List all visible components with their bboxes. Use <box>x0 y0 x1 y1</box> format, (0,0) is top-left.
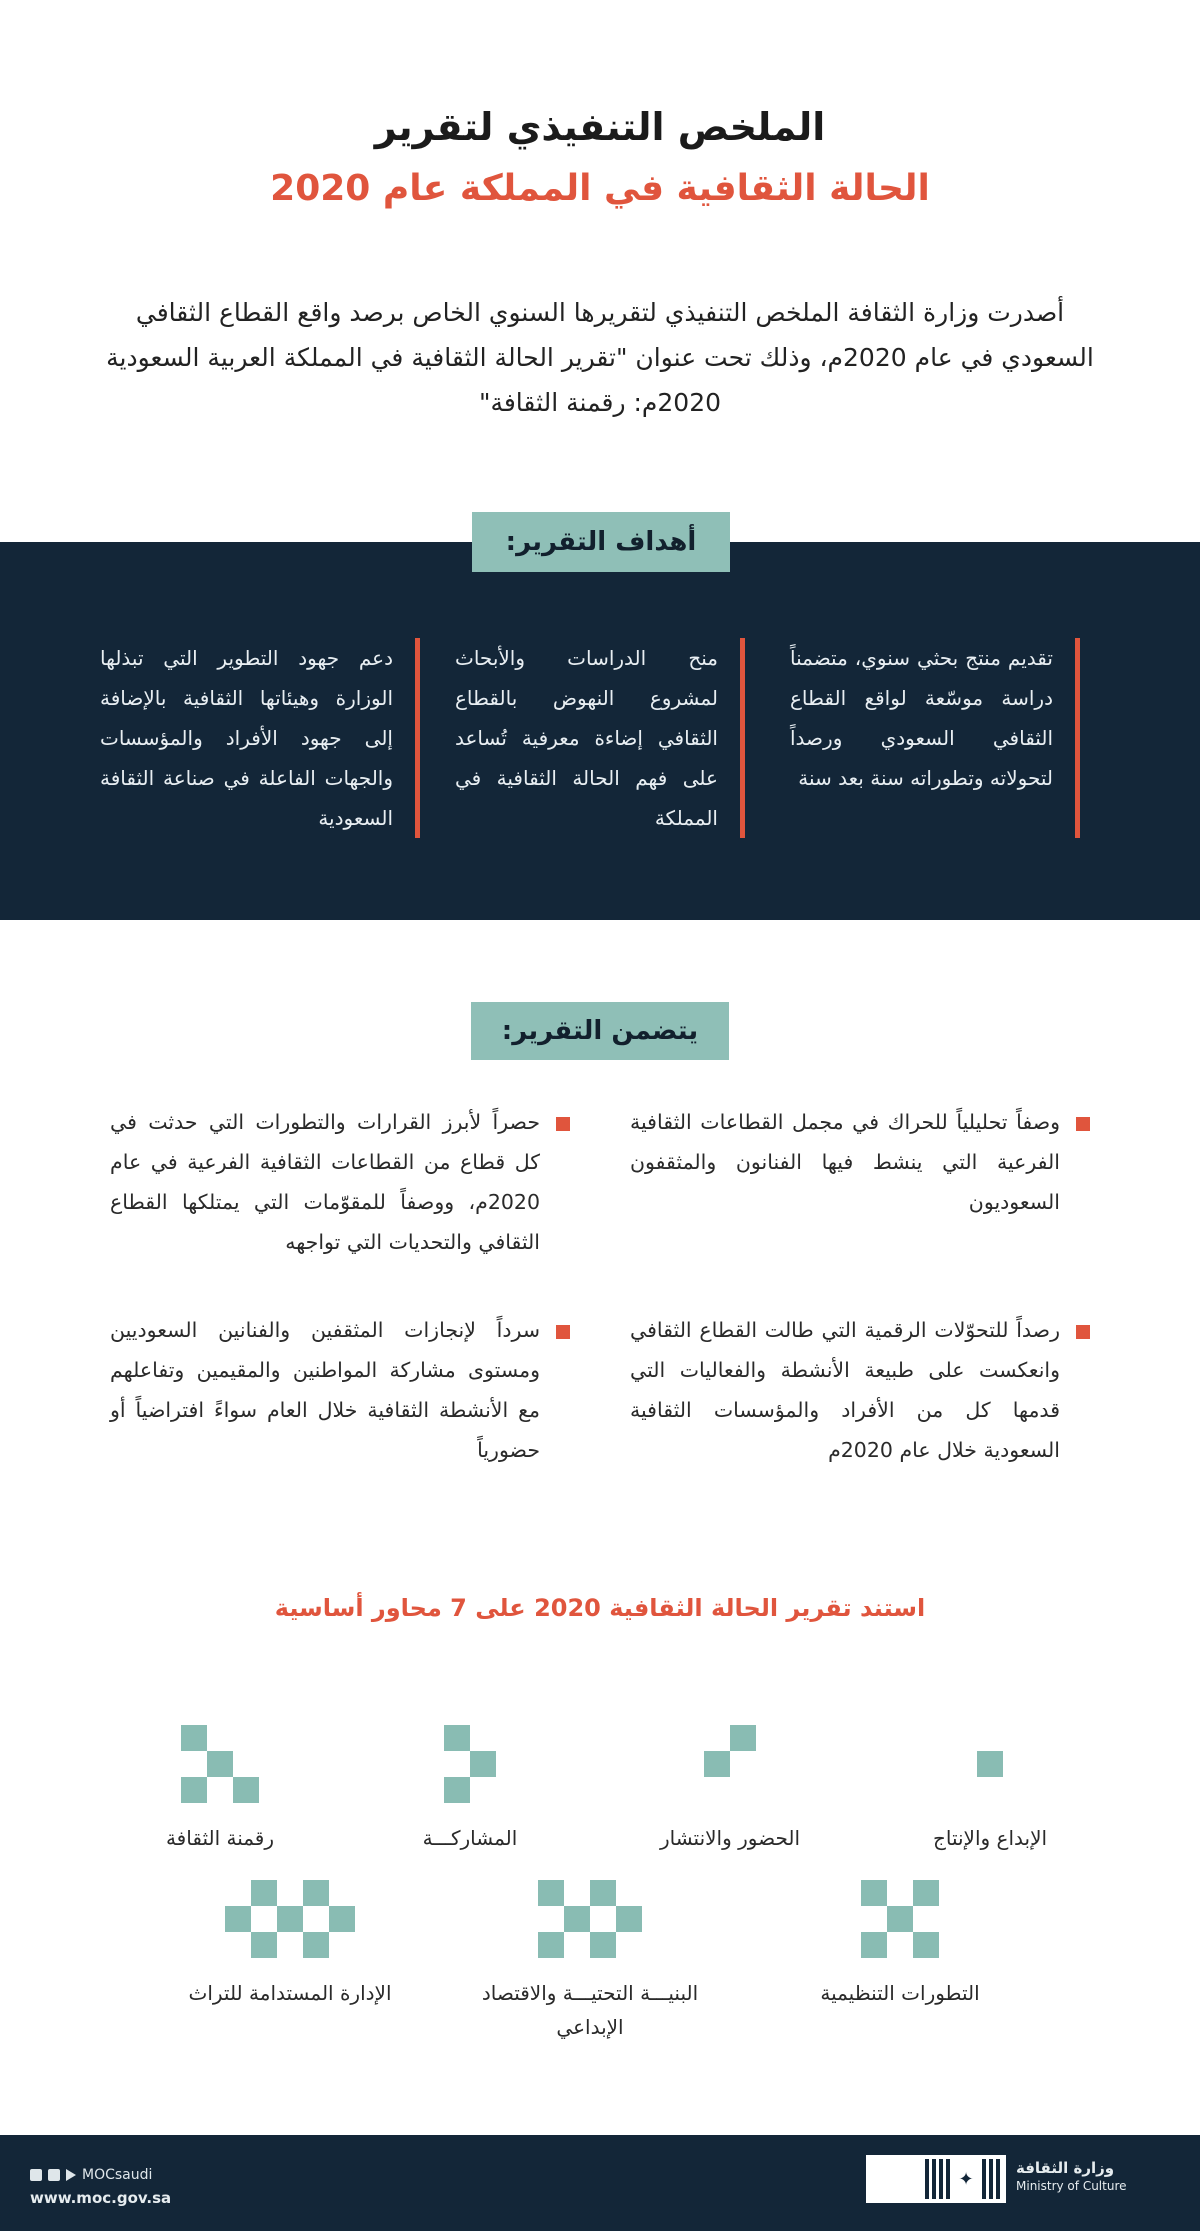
pixel-pattern-6-icon <box>538 1880 642 1958</box>
includes-item <box>630 1310 1090 1470</box>
pixel-cell <box>251 1932 277 1958</box>
footer <box>0 2135 1200 2231</box>
palm-emblem-icon: ✦ <box>953 2159 979 2199</box>
pillar-item <box>90 1725 350 1855</box>
pixel-cell <box>704 1751 730 1777</box>
logo-bar <box>996 2159 1000 2199</box>
pixel-cell <box>251 1880 277 1906</box>
includes-heading: يتضمن التقرير: <box>471 1002 729 1060</box>
youtube-icon[interactable] <box>66 2169 76 2181</box>
pixel-cell <box>564 1906 590 1932</box>
logo-bar <box>946 2159 950 2199</box>
pixel-pattern-3-icon <box>444 1725 496 1803</box>
goal-item <box>455 638 745 838</box>
pixel-cell <box>861 1932 887 1958</box>
pillar-label: الإبداع والإنتاج <box>932 1826 1048 1850</box>
pillar-item <box>770 1880 1030 2010</box>
logo-bar <box>989 2159 993 2199</box>
pixel-cell <box>730 1725 756 1751</box>
instagram-icon[interactable] <box>48 2169 60 2181</box>
logo-bar <box>932 2159 936 2199</box>
pillar-item <box>160 1880 420 2010</box>
goal-text: تقديم منتج بحثي سنوي، متضمناً دراسة موسّعة لواقع القطاع الثقافي السعودي ورصداً لتحولاته وتطوراته سنة بعد سنة <box>790 646 1053 790</box>
page-subtitle: الحالة الثقافية في المملكة عام 2020 <box>270 168 930 209</box>
pixel-cell <box>233 1777 259 1803</box>
includes-item <box>630 1102 1090 1222</box>
logo-bar <box>939 2159 943 2199</box>
pixel-pattern-4-icon <box>181 1725 259 1803</box>
includes-text: رصداً للتحوّلات الرقمية التي طالت القطاع الثقافي وانعكست على طبيعة الأنشطة والفعاليات التي قدمها كل من الأفراد والمؤسسات الثقافية السعودية خلال عام 2020م <box>630 1318 1060 1462</box>
includes-text: وصفاً تحليلياً للحراك في مجمل القطاعات الثقافية الفرعية التي ينشط فيها الفنانون والمثقفون السعوديون <box>630 1110 1060 1214</box>
pillar-item <box>340 1725 600 1855</box>
pixel-cell <box>913 1932 939 1958</box>
pixel-cell <box>887 1906 913 1932</box>
pillars-title: استند تقرير الحالة الثقافية 2020 على 7 محاور أساسية <box>274 1594 926 1622</box>
pixel-cell <box>181 1725 207 1751</box>
website-link[interactable]: www.moc.gov.sa <box>30 2189 172 2207</box>
pillar-item <box>860 1725 1120 1855</box>
pixel-cell <box>207 1751 233 1777</box>
pixel-cell <box>225 1906 251 1932</box>
pillar-label: التطورات التنظيمية <box>820 1981 980 2005</box>
pillar-item <box>460 1880 720 2044</box>
pixel-cell <box>277 1906 303 1932</box>
pixel-pattern-1-icon <box>977 1725 1003 1803</box>
ministry-name-ar: وزارة الثقافة <box>1016 2159 1115 2177</box>
pixel-cell <box>616 1906 642 1932</box>
pixel-cell <box>329 1906 355 1932</box>
twitter-icon[interactable] <box>30 2169 42 2181</box>
intro-paragraph: أصدرت وزارة الثقافة الملخص التنفيذي لتقريرها السنوي الخاص برصد واقع القطاع الثقافي السعودي في عام 2020م، وذلك تحت عنوان "تقرير الحالة الثقافية في المملكة العربية السعودية 2020م: رقمنة الثقافة" <box>106 298 1094 417</box>
square-bullet-icon <box>1076 1325 1090 1339</box>
pixel-cell <box>590 1880 616 1906</box>
pixel-cell <box>861 1880 887 1906</box>
pixel-cell <box>590 1932 616 1958</box>
logo-bar <box>925 2159 929 2199</box>
ministry-name <box>1016 2159 1127 2193</box>
square-bullet-icon <box>1076 1117 1090 1131</box>
square-bullet-icon <box>556 1325 570 1339</box>
pillar-item <box>600 1725 860 1855</box>
ministry-name-en: Ministry of Culture <box>1016 2179 1127 2193</box>
logo-bar <box>982 2159 986 2199</box>
pixel-cell <box>444 1725 470 1751</box>
pillar-label: البنيـــة التحتيـــة والاقتصاد الإبداعي <box>481 1981 699 2039</box>
goal-item <box>100 638 420 838</box>
goal-text: منح الدراسات والأبحاث لمشروع النهوض بالقطاع الثقافي إضاءة معرفية تُساعد على فهم الحالة الثقافية في المملكة <box>455 646 718 830</box>
pixel-pattern-7-icon <box>225 1880 355 1958</box>
pillar-label: الإدارة المستدامة للتراث <box>188 1981 392 2005</box>
goals-heading: أهداف التقرير: <box>472 512 730 572</box>
includes-item <box>110 1310 570 1470</box>
pixel-cell <box>538 1880 564 1906</box>
pixel-pattern-2-icon <box>704 1725 756 1803</box>
goal-item <box>790 638 1080 838</box>
pixel-cell <box>444 1777 470 1803</box>
goal-text: دعم جهود التطوير التي تبذلها الوزارة وهيئاتها الثقافية بالإضافة إلى جهود الأفراد والمؤسسات والجهات الفاعلة في صناعة الثقافة السعودية <box>100 646 393 830</box>
pillar-label: الحضور والانتشار <box>659 1826 801 1850</box>
pixel-cell <box>181 1777 207 1803</box>
pillar-label: المشاركـــة <box>422 1826 518 1850</box>
pixel-cell <box>538 1932 564 1958</box>
page-title: الملخص التنفيذي لتقرير <box>374 105 826 149</box>
pixel-cell <box>303 1880 329 1906</box>
pixel-cell <box>913 1880 939 1906</box>
square-bullet-icon <box>556 1117 570 1131</box>
social-handle[interactable]: MOCsaudi <box>82 2167 153 2183</box>
ministry-logo <box>866 2155 1006 2203</box>
pixel-cell <box>977 1751 1003 1777</box>
includes-text: حصراً لأبرز القرارات والتطورات التي حدثت في كل قطاع من القطاعات الثقافية الفرعية في عام 2020م، ووصفاً للمقوّمات التي يمتلكها القطاع الثقافي والتحديات التي تواجهه <box>110 1110 540 1254</box>
includes-text: سرداً لإنجازات المثقفين والفنانين السعوديين ومستوى مشاركة المواطنين والمقيمين وتفاعلهم مع الأنشطة الثقافية خلال العام سواءً افتراضياً أو حضورياً <box>110 1318 540 1462</box>
social-links <box>30 2167 152 2183</box>
pixel-cell <box>470 1751 496 1777</box>
pixel-cell <box>303 1932 329 1958</box>
pillar-label: رقمنة الثقافة <box>165 1826 275 1850</box>
pixel-pattern-5-icon <box>861 1880 939 1958</box>
includes-item <box>110 1102 570 1262</box>
